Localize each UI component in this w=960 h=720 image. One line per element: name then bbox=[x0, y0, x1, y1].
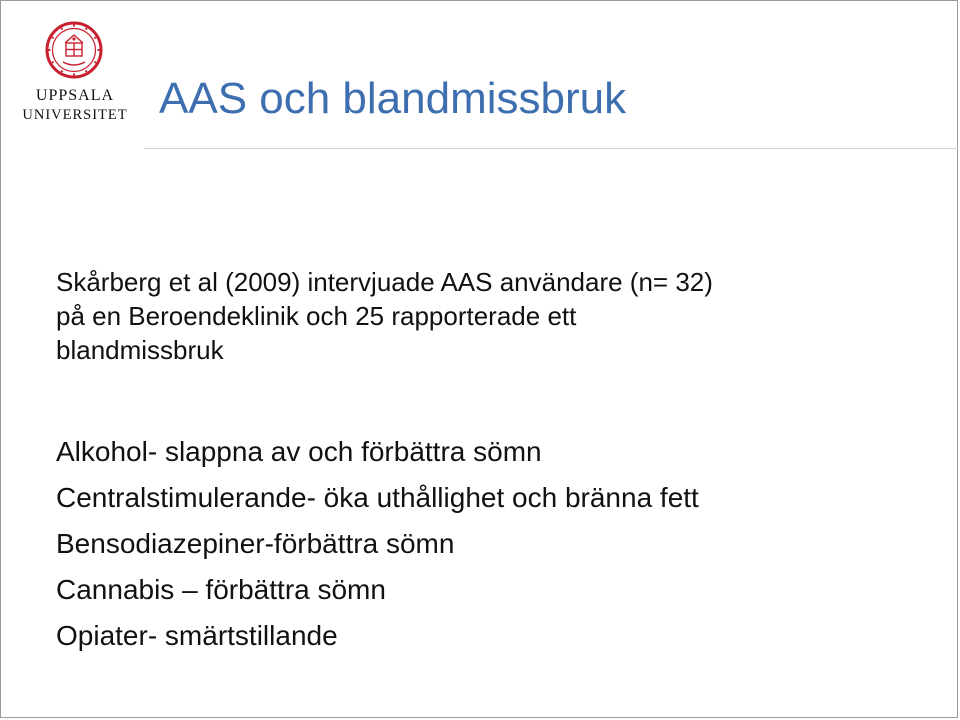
logo-text-universitet: UNIVERSITET bbox=[22, 107, 128, 123]
substance-list bbox=[56, 429, 699, 659]
university-seal-icon bbox=[45, 21, 103, 79]
logo-text-uppsala: UPPSALA bbox=[35, 87, 115, 104]
intro-paragraph bbox=[56, 265, 886, 367]
title-divider bbox=[144, 148, 959, 149]
intro-line: på en Beroendeklinik och 25 rapporterade ett bbox=[56, 301, 577, 331]
list-item: Centralstimulerande- öka uthållighet och bränna fett bbox=[56, 482, 699, 513]
list-item: Cannabis – förbättra sömn bbox=[56, 574, 386, 605]
list-item: Bensodiazepiner-förbättra sömn bbox=[56, 528, 455, 559]
slide-title: AAS och blandmissbruk bbox=[159, 74, 627, 123]
list-item: Opiater- smärtstillande bbox=[56, 620, 338, 651]
intro-line: blandmissbruk bbox=[56, 335, 224, 365]
list-item: Alkohol- slappna av och förbättra sömn bbox=[56, 436, 542, 467]
intro-line: Skårberg et al (2009) intervjuade AAS användare (n= 32) bbox=[56, 267, 713, 297]
university-logo bbox=[19, 21, 131, 127]
